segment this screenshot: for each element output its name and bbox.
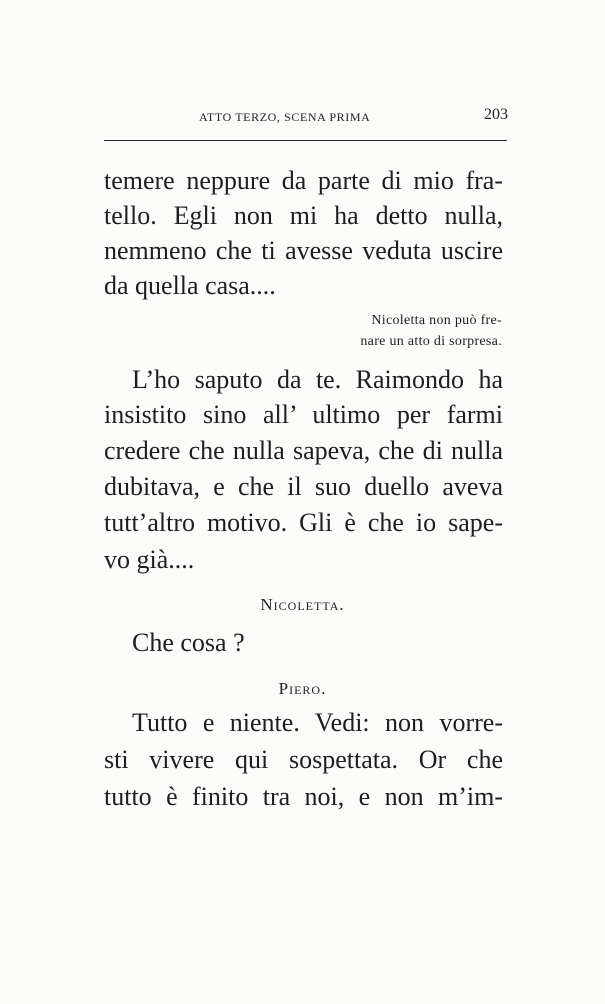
text-line: L’ho saputo da te. Raimondo ha [132, 365, 503, 394]
header-rule [104, 140, 507, 141]
text-line: tutto è finito tra noi, e non m’im- [104, 782, 503, 811]
text-line: tello. Egli non mi ha detto nulla, [104, 201, 503, 230]
text-line: insistito sino all’ ultimo per farmi [104, 400, 503, 429]
text-line: dubitava, e che il suo duello aveva [104, 472, 503, 501]
text-line: Tutto e niente. Vedi: non vorre- [132, 708, 503, 737]
text-line: credere che nulla sapeva, che di nulla [104, 436, 503, 465]
speaker-name: Piero. [278, 679, 327, 698]
page-number: 203 [484, 106, 508, 123]
stage-direction-line: nare un atto di sorpresa. [360, 334, 502, 349]
text-line: da quella casa.... [104, 271, 276, 300]
speaker-name: Nicoletta. [260, 595, 345, 614]
running-header [104, 104, 508, 128]
text-line: Che cosa ? [132, 628, 245, 657]
text-line: nemmeno che ti avesse veduta uscire [104, 236, 503, 265]
text-line: tutt’altro motivo. Gli è che io sape- [104, 508, 503, 537]
text-line: sti vivere qui sospettata. Or che [104, 745, 503, 774]
text-line: temere neppure da parte di mio fra- [104, 166, 503, 195]
text-line: vo già.... [104, 545, 195, 574]
stage-direction-line: Nicoletta non può fre- [371, 313, 502, 328]
running-title: ATTO TERZO, SCENA PRIMA [199, 110, 371, 124]
